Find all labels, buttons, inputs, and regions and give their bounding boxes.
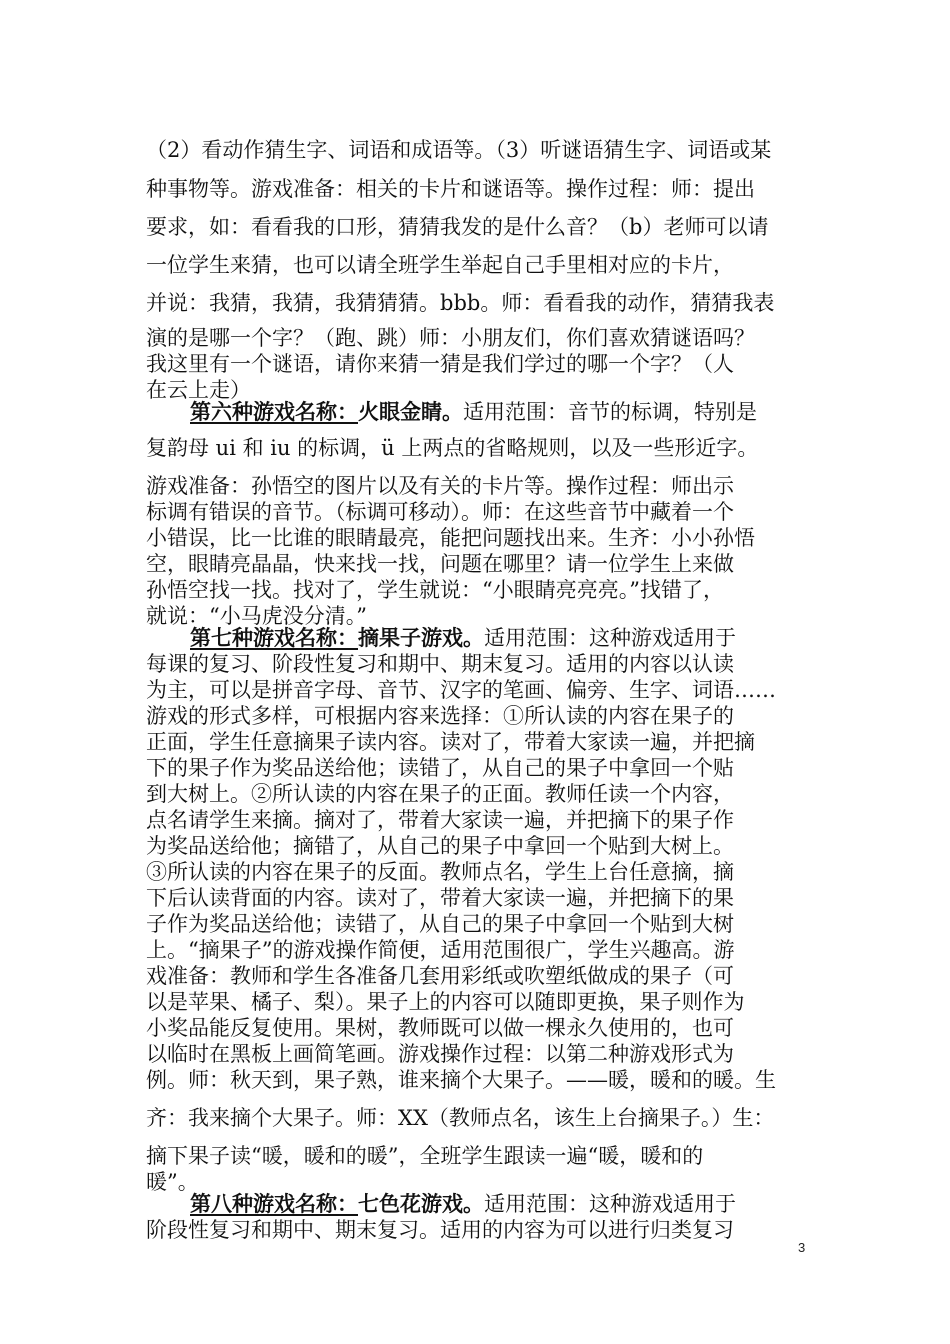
text-line: 种事物等。游戏准备：相关的卡片和谜语等。操作过程：师：提出 (146, 177, 755, 201)
text-line: 标调有错误的音节。（标调可移动）。师：在这些音节中藏着一个 (146, 500, 734, 524)
text-line: 要求，如：看看我的口形，猜猜我发的是什么音？（b）老师可以请 (146, 215, 769, 239)
text-line: 齐：我来摘个大果子。师：XX（教师点名，该生上台摘果子。）生： (146, 1106, 775, 1130)
section-7-text: 适用范围：这种游戏适用于 (484, 626, 736, 650)
section-6-game-name: 火眼金睛。 (358, 399, 463, 424)
text-line: 以是苹果、橘子、梨）。果子上的内容可以随即更换，果子则作为 (146, 990, 745, 1014)
section-8-game-name: 七色花游戏。 (358, 1191, 484, 1216)
text-line: 下的果子作为奖品送给他；读错了，从自己的果子中拿回一个贴 (146, 756, 734, 780)
text-line: 戏准备：教师和学生各准备几套用彩纸或吹塑纸做成的果子（可 (146, 964, 734, 988)
text-line: 一位学生来猜，也可以请全班学生举起自己手里相对应的卡片， (146, 253, 734, 277)
text-line: 空，眼睛亮晶晶，快来找一找，问题在哪里？请一位学生上来做 (146, 552, 734, 576)
text-line: 上。“摘果子”的游戏操作简便，适用范围很广，学生兴趣高。游 (146, 938, 735, 962)
section-6-first-line (190, 399, 757, 425)
text-line: 为奖品送给他；摘错了，从自己的果子中拿回一个贴到大树上。 (146, 834, 734, 858)
text-line: 每课的复习、阶段性复习和期中、期末复习。适用的内容以认读 (146, 652, 734, 676)
section-8-heading: 第八种游戏名称： (190, 1191, 358, 1216)
text-line: 摘下果子读“暖，暖和的暖”，全班学生跟读一遍“暖，暖和的 (146, 1144, 704, 1168)
text-line: 复韵母 ui 和 iu 的标调，ü 上两点的省略规则，以及一些形近字。 (146, 436, 759, 460)
section-7-first-line (190, 625, 736, 651)
text-line: 小奖品能反复使用。果树，教师既可以做一棵永久使用的，也可 (146, 1016, 734, 1040)
text-line: 以临时在黑板上画简笔画。游戏操作过程：以第二种游戏形式为 (146, 1042, 734, 1066)
text-line: 孙悟空找一找。找对了，学生就说：“小眼睛亮亮亮。”找错了， (146, 578, 724, 602)
text-line: 为主，可以是拼音字母、音节、汉字的笔画、偏旁、生字、词语…… (146, 678, 776, 702)
section-8-first-line (190, 1191, 736, 1217)
text-line: 就说：“小马虎没分清。” (146, 604, 367, 628)
section-8-text: 适用范围：这种游戏适用于 (484, 1192, 736, 1216)
text-line: 子作为奖品送给他；读错了，从自己的果子中拿回一个贴到大树 (146, 912, 734, 936)
section-6-heading: 第六种游戏名称： (190, 399, 358, 424)
section-7-heading: 第七种游戏名称： (190, 625, 358, 650)
text-line: （2）看动作猜生字、词语和成语等。（3）听谜语猜生字、词语或某 (146, 138, 772, 162)
text-line: 小错误，比一比谁的眼睛最亮，能把问题找出来。生齐：小小孙悟 (146, 526, 755, 550)
text-line: 演的是哪一个字？（跑、跳）师：小朋友们，你们喜欢猜谜语吗？ (146, 326, 755, 350)
text-line: 游戏准备：孙悟空的图片以及有关的卡片等。操作过程：师出示 (146, 474, 734, 498)
text-line: 下后认读背面的内容。读对了，带着大家读一遍，并把摘下的果 (146, 886, 734, 910)
section-7-game-name: 摘果子游戏。 (358, 625, 484, 650)
text-line: ③所认读的内容在果子的反面。教师点名，学生上台任意摘，摘 (146, 860, 734, 884)
text-line: 并说：我猜，我猜，我猜猜猜。bbb。师：看看我的动作，猜猜我表 (146, 291, 775, 315)
text-line: 我这里有一个谜语，请你来猜一猜是我们学过的哪一个字？（人 (146, 352, 734, 376)
page-number: 3 (798, 1240, 806, 1255)
text-line: 在云上走） (146, 378, 251, 402)
section-6-text: 适用范围：音节的标调，特别是 (463, 400, 757, 424)
text-line: 点名请学生来摘。摘对了，带着大家读一遍，并把摘下的果子作 (146, 808, 734, 832)
text-line: 阶段性复习和期中、期末复习。适用的内容为可以进行归类复习 (146, 1218, 734, 1242)
text-line: 例。师：秋天到，果子熟，谁来摘个大果子。——暖，暖和的暖。生 (146, 1068, 776, 1092)
text-line: 正面，学生任意摘果子读内容。读对了，带着大家读一遍，并把摘 (146, 730, 755, 754)
text-line: 到大树上。②所认读的内容在果子的正面。教师任读一个内容， (146, 782, 734, 806)
text-line: 游戏的形式多样，可根据内容来选择：①所认读的内容在果子的 (146, 704, 734, 728)
text-line: 暖”。 (146, 1170, 199, 1194)
